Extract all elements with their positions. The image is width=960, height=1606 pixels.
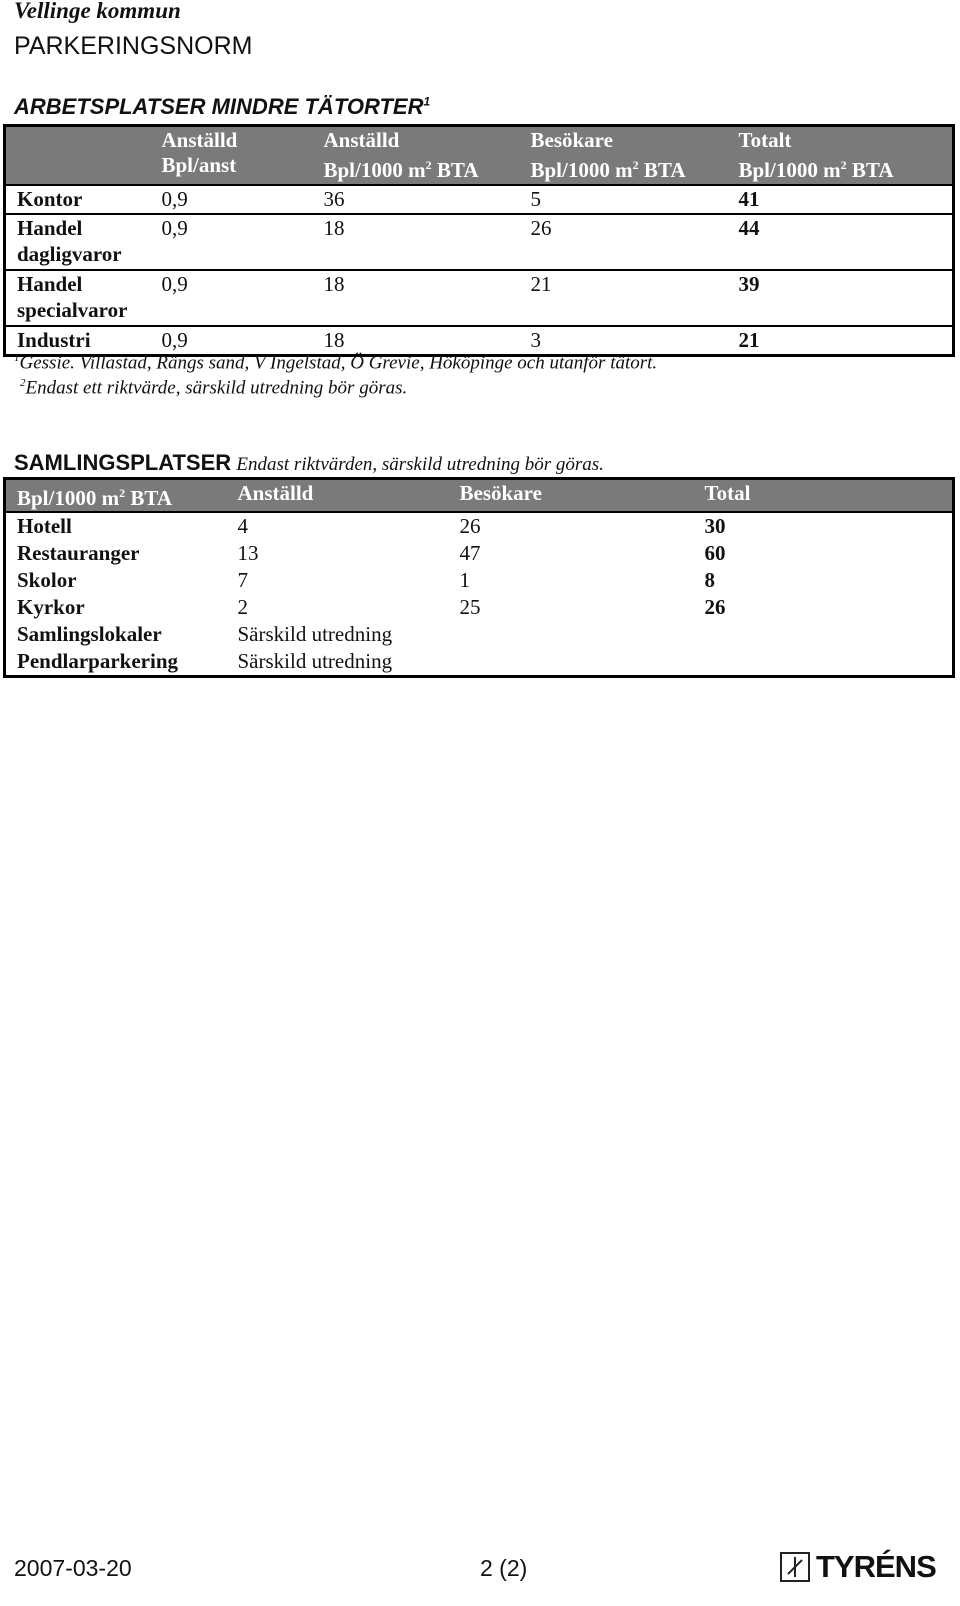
header-cell-empty bbox=[5, 126, 151, 186]
table-row bbox=[5, 648, 954, 677]
cell-besokare: 25 bbox=[459, 595, 481, 619]
cell-anst-per-bta: 36 bbox=[313, 185, 520, 214]
section1-title-text: ARBETSPLATSER MINDRE TÄTORTER bbox=[14, 94, 424, 119]
header-cell-unit: Bpl/1000 $m^2$ BTA bbox=[5, 479, 227, 513]
section1-title-sup: 1 bbox=[423, 94, 431, 109]
cell-anst-per-anst: 0,9 bbox=[151, 270, 313, 326]
table-row bbox=[5, 540, 954, 567]
header-cell-besokare: Besökare Bpl/1000 $m^2$ BTA bbox=[520, 126, 728, 186]
section2-title-text: SAMLINGSPLATSER bbox=[14, 450, 232, 475]
cell-anst-per-bta: 18 bbox=[313, 270, 520, 326]
row-label: Kyrkor bbox=[17, 595, 85, 619]
cell-total: 60 bbox=[704, 541, 726, 565]
footer-date: 2007-03-20 bbox=[14, 1555, 132, 1581]
table-row bbox=[5, 594, 954, 621]
table-row bbox=[5, 185, 954, 214]
section2-note: Endast riktvärden, särskild utredning bör göras. bbox=[236, 454, 604, 475]
cell-anstalld: Särskild utredning bbox=[237, 622, 393, 646]
cell-totalt: 44 bbox=[728, 214, 954, 270]
cell-besokare: 3 bbox=[520, 326, 728, 356]
cell-totalt: 39 bbox=[728, 270, 954, 326]
header-cell-total: Total bbox=[694, 479, 954, 513]
cell-besokare: 26 bbox=[520, 214, 728, 270]
cell-total: 26 bbox=[704, 595, 726, 619]
header-cell-anstalld: Anställd bbox=[227, 479, 449, 513]
cell-besokare: 26 bbox=[449, 512, 694, 540]
row-label: Samlingslokaler bbox=[17, 622, 162, 646]
workplaces-header-row bbox=[5, 126, 954, 186]
footer-page-number: 2 (2) bbox=[480, 1555, 528, 1581]
section1-title bbox=[14, 94, 430, 120]
header-cell-totalt: Totalt Bpl/1000 $m^2$ BTA bbox=[728, 126, 954, 186]
cell-anstalld: 4 bbox=[227, 512, 449, 540]
table-row bbox=[5, 214, 954, 270]
row-label: Industri bbox=[5, 326, 151, 356]
section2-title bbox=[14, 450, 604, 476]
table-row bbox=[5, 512, 954, 540]
header-cell-anst: Anställd Bpl/anst bbox=[151, 126, 313, 186]
tyrens-logo bbox=[780, 1549, 936, 1585]
header-cell-besokare: Besökare bbox=[449, 479, 694, 513]
cell-anst-per-anst: 0,9 bbox=[151, 185, 313, 214]
organization-name: Vellinge kommun bbox=[14, 0, 181, 23]
workplaces-table bbox=[3, 124, 955, 357]
row-label: Kontor bbox=[5, 185, 151, 214]
cell-anstalld: 2 bbox=[237, 595, 248, 619]
cell-anst-per-bta: 18 bbox=[313, 326, 520, 356]
cell-totalt: 41 bbox=[728, 185, 954, 214]
cell-besokare: 21 bbox=[520, 270, 728, 326]
gathering-header-row bbox=[5, 479, 954, 513]
cell-anst-per-anst: 0,9 bbox=[151, 326, 313, 356]
cell-total: 8 bbox=[704, 568, 715, 592]
tyrens-logo-icon bbox=[780, 1552, 810, 1582]
cell-anst-per-anst: 0,9 bbox=[151, 214, 313, 270]
logo-text: TYRÉNS bbox=[816, 1549, 936, 1584]
cell-besokare: 47 bbox=[459, 541, 481, 565]
cell-anstalld: Särskild utredning bbox=[237, 649, 393, 673]
cell-besokare: 5 bbox=[520, 185, 728, 214]
cell-anst-per-bta: 18 bbox=[313, 214, 520, 270]
gathering-places-table bbox=[3, 477, 955, 678]
footnote-2: $^2$Endast ett riktvärde, särskild utredning bör göras. bbox=[20, 377, 408, 399]
cell-anstalld: 7 bbox=[237, 568, 248, 592]
cell-totalt: 21 bbox=[728, 326, 954, 356]
row-label: Restauranger bbox=[17, 541, 140, 565]
row-label: Handel specialvaror bbox=[5, 270, 151, 326]
footnote-1: $^1$Gessie. Villastad, Rängs sand, V Ingelstad, Ö Grevie, Hököpinge och utanför tätort. bbox=[14, 352, 658, 374]
table-row bbox=[5, 567, 954, 594]
document-title: PARKERINGSNORM bbox=[14, 32, 253, 60]
row-label: Hotell bbox=[5, 512, 227, 540]
table-row bbox=[5, 621, 954, 648]
table-row bbox=[5, 270, 954, 326]
row-label: Handel dagligvaror bbox=[5, 214, 151, 270]
cell-besokare: 1 bbox=[459, 568, 470, 592]
header-cell-anst-bta: Anställd Bpl/1000 $m^2$ BTA bbox=[313, 126, 520, 186]
row-label: Skolor bbox=[17, 568, 77, 592]
cell-anstalld: 13 bbox=[237, 541, 259, 565]
cell-total: 30 bbox=[694, 512, 954, 540]
row-label: Pendlarparkering bbox=[17, 649, 178, 673]
